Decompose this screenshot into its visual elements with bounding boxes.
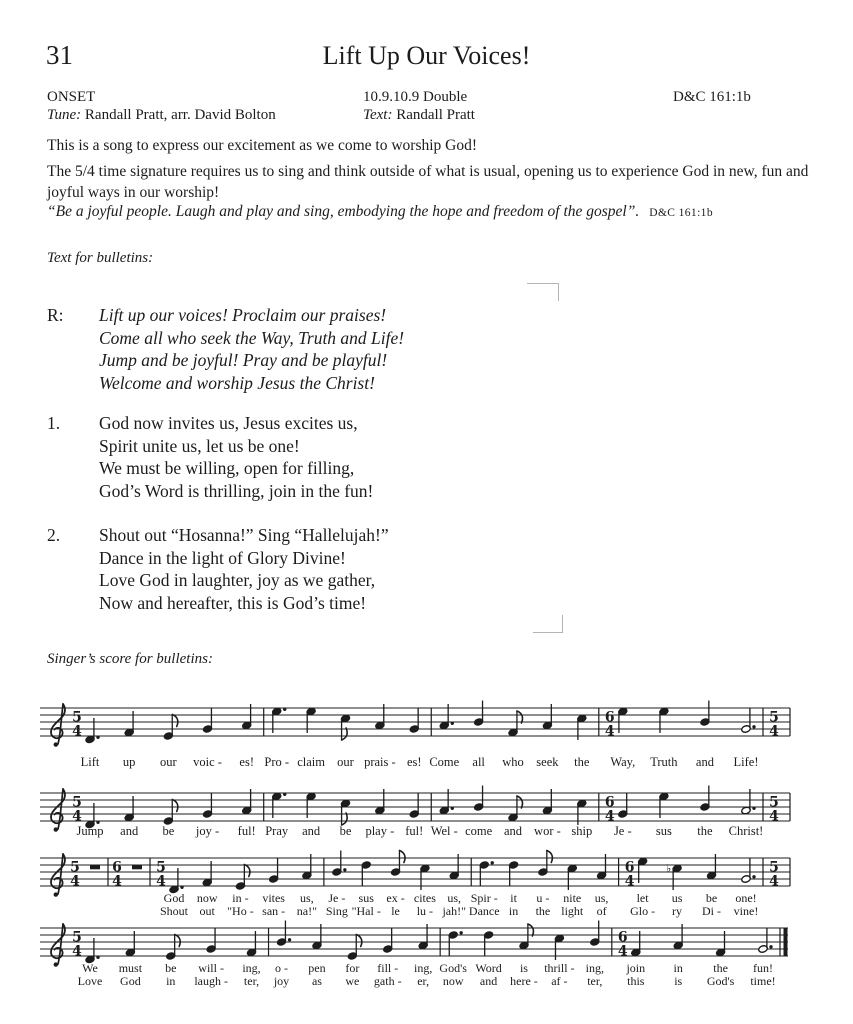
lyric-syllable: now <box>442 974 464 988</box>
lyric-syllable: Sing <box>325 904 348 918</box>
meta-row-2 <box>0 107 853 125</box>
svg-text:♭: ♭ <box>666 862 672 875</box>
lyric-syllable: be <box>339 824 352 838</box>
verse-line: God’s Word is thrilling, join in the fun! <box>99 480 374 501</box>
score-label: Singer’s score for bulletins: <box>47 651 213 667</box>
lyric-syllable: play - <box>365 824 395 838</box>
collection-name: ONSET <box>47 89 96 105</box>
lyric-syllable: ry <box>672 904 683 918</box>
tune-value: Randall Pratt, arr. David Bolton <box>84 107 276 123</box>
meta-row-1 <box>0 89 853 107</box>
lyric-syllable: and <box>503 824 523 838</box>
lyric-syllable: na!" <box>296 904 317 918</box>
verse-line: Shout out “Hosanna!” Sing “Hallelujah!” <box>99 525 389 545</box>
svg-text:6: 6 <box>604 709 615 726</box>
lyric-syllable: ful! <box>237 824 256 838</box>
lyric-syllable: in <box>673 961 683 975</box>
text-frame-corner-mark-bottom <box>533 615 563 633</box>
lyric-syllable: now <box>196 891 218 905</box>
lyric-syllable: join <box>626 961 646 975</box>
description-paragraph-2: The 5/4 time signature requires us to sing and think outside of what is usual, opening us to experience God in new, fun and joyful ways in our worship! <box>47 163 809 201</box>
lyric-syllable: es! <box>406 755 422 769</box>
quote-citation: D&C 161:1b <box>649 207 713 219</box>
lyric-syllable: here - <box>510 974 538 988</box>
lyric-syllable: Glo - <box>630 904 656 918</box>
lyric-syllable: will - <box>198 961 224 975</box>
verse-1-lines <box>99 412 373 502</box>
lyric-syllable: o - <box>275 961 289 975</box>
lyric-syllable: God <box>163 891 185 905</box>
refrain-lines <box>99 304 404 394</box>
tune-label: Tune: <box>47 107 82 123</box>
lyric-syllable: ter, <box>243 974 260 988</box>
lyric-syllable: is <box>674 974 683 988</box>
treble-clef-icon <box>51 854 65 897</box>
treble-clef-icon <box>51 924 65 967</box>
lyric-syllable: God's <box>706 974 735 988</box>
refrain-block <box>47 304 404 394</box>
lyric-syllable: we <box>345 974 360 988</box>
verse-1-label: 1. <box>47 413 61 433</box>
lyric-syllable: out <box>199 904 215 918</box>
lyric-syllable: Come <box>429 755 460 769</box>
svg-text:6: 6 <box>617 929 628 946</box>
lyric-syllable: and <box>479 974 498 988</box>
lyric-syllable: le <box>391 904 400 918</box>
lyric-syllable: our <box>337 755 354 769</box>
svg-text:5: 5 <box>156 859 166 876</box>
lyric-syllable: "Hal - <box>351 904 381 918</box>
lyric-syllable: Way, <box>610 755 636 769</box>
lyric-syllable: us <box>671 891 683 905</box>
lyric-syllable: Shout <box>159 904 189 918</box>
lyric-syllable: san - <box>262 904 286 918</box>
lyric-syllable: joy <box>273 974 290 988</box>
lyric-syllable: be <box>705 891 718 905</box>
lyric-syllable: ing, <box>585 961 604 975</box>
lyric-syllable: thrill - <box>544 961 575 975</box>
lyric-syllable: Lift <box>80 755 100 769</box>
svg-text:4: 4 <box>624 873 635 890</box>
svg-text:4: 4 <box>617 943 628 960</box>
lyric-syllable: lu - <box>416 904 434 918</box>
lyric-syllable: time! <box>750 974 776 988</box>
lyric-syllable: is <box>519 961 528 975</box>
lyric-syllable: us, <box>594 891 609 905</box>
svg-text:4: 4 <box>72 723 82 740</box>
lyric-syllable: us, <box>447 891 462 905</box>
verse-2-label: 2. <box>47 525 61 545</box>
lyric-syllable: as <box>311 974 322 988</box>
description-paragraph-1: This is a song to express our excitement as we come to worship God! <box>47 137 478 154</box>
treble-clef-icon <box>51 789 65 832</box>
svg-text:5: 5 <box>72 709 82 726</box>
svg-text:5: 5 <box>72 794 82 811</box>
lyric-syllable: ful! <box>405 824 424 838</box>
lyric-syllable: ship <box>571 824 593 838</box>
verse-line: Love God in laughter, joy as we gather, <box>99 570 376 590</box>
verse-line: We must be willing, open for filling, <box>99 458 355 478</box>
lyric-syllable: Word <box>475 961 502 975</box>
refrain-label: R: <box>47 305 64 325</box>
lyric-syllable: our <box>160 755 177 769</box>
svg-text:6: 6 <box>112 859 122 876</box>
quote-text: “Be a joyful people. Laugh and play and sing, embodying the hope and freedom of the gospel”. <box>47 203 640 220</box>
lyric-syllable: cites <box>413 891 436 905</box>
lyric-syllable: in <box>166 974 176 988</box>
refrain-line: Jump and be joyful! Pray and be playful! <box>99 350 388 370</box>
lyric-syllable: one! <box>735 891 757 905</box>
svg-text:5: 5 <box>769 709 779 726</box>
lyric-syllable: the <box>535 904 551 918</box>
lyric-syllable: and <box>120 824 139 838</box>
svg-text:4: 4 <box>604 723 615 740</box>
lyric-syllable: u - <box>536 891 550 905</box>
lyric-syllable: Spir - <box>470 891 498 905</box>
lyric-syllable: light <box>561 904 584 918</box>
lyric-syllable: Pray <box>265 824 289 838</box>
verse-line: Now and hereafter, this is God’s time! <box>99 592 367 613</box>
lyric-syllable: voic - <box>193 755 222 769</box>
lyric-syllable: Dance <box>468 904 500 918</box>
lyric-syllable: Di - <box>702 904 722 918</box>
svg-text:4: 4 <box>70 873 80 890</box>
refrain-line: Come all who seek the Way, Truth and Life! <box>99 327 405 348</box>
lyric-syllable: sus <box>358 891 374 905</box>
svg-text:4: 4 <box>112 873 122 890</box>
lyric-syllable: of <box>596 904 607 918</box>
lyric-syllable: er, <box>417 974 430 988</box>
bulletins-text-label: Text for bulletins: <box>47 250 154 266</box>
lyric-syllable: the <box>574 755 590 769</box>
lyric-syllable: af - <box>551 974 568 988</box>
lyric-syllable: Jump <box>76 824 104 838</box>
lyric-syllable: it <box>510 891 517 905</box>
lyric-syllable: pen <box>308 961 326 975</box>
svg-text:4: 4 <box>604 808 615 825</box>
scripture-quote <box>47 203 827 221</box>
lyric-syllable: and <box>695 755 714 769</box>
lyric-syllable: jah!" <box>442 904 467 918</box>
lyric-syllable: Je - <box>613 824 632 838</box>
lyric-syllable: who <box>502 755 524 769</box>
hymn-number: 31 <box>46 40 73 70</box>
lyric-syllable: this <box>627 974 645 988</box>
svg-text:5: 5 <box>769 794 779 811</box>
lyric-syllable: God's <box>439 961 467 975</box>
lyric-syllable: wor - <box>534 824 561 838</box>
lyric-syllable: fun! <box>753 961 773 975</box>
lyric-syllable: in <box>508 904 519 918</box>
lyric-syllable: ing, <box>242 961 261 975</box>
lyric-syllable: the <box>697 824 713 838</box>
verse-line: Dance in the light of Glory Divine! <box>99 547 346 568</box>
lyric-syllable: "Ho - <box>227 904 254 918</box>
lyric-syllable: joy - <box>195 824 220 838</box>
lyric-syllable: vine! <box>733 904 759 918</box>
verse-line: Spirit unite us, let us be one! <box>99 435 300 456</box>
lyric-syllable: for <box>345 961 360 975</box>
lyric-syllable: be <box>165 961 177 975</box>
lyric-syllable: Love <box>77 974 103 988</box>
lyric-syllable: up <box>122 755 136 769</box>
lyric-syllable: seek <box>536 755 559 769</box>
music-system-4 <box>30 918 830 1010</box>
refrain-line: Welcome and worship Jesus the Christ! <box>99 372 375 393</box>
verse-line: God now invites us, Jesus excites us, <box>99 413 358 433</box>
text-frame-corner-mark-top <box>527 283 559 301</box>
lyric-syllable: ter, <box>587 974 603 988</box>
tune-credit <box>47 107 276 124</box>
text-value: Randall Pratt <box>396 107 475 123</box>
lyric-syllable: and <box>302 824 321 838</box>
svg-text:6: 6 <box>624 859 635 876</box>
meter: 10.9.10.9 Double <box>363 89 468 105</box>
lyric-syllable: fill - <box>377 961 399 975</box>
svg-text:4: 4 <box>72 808 82 825</box>
lyric-syllable: be <box>162 824 175 838</box>
lyric-syllable: ex - <box>386 891 405 905</box>
lyric-syllable: the <box>713 961 728 975</box>
svg-text:5: 5 <box>70 859 80 876</box>
svg-text:4: 4 <box>769 723 779 740</box>
svg-text:4: 4 <box>769 873 779 890</box>
scripture-reference: D&C 161:1b <box>673 89 751 105</box>
lyric-syllable: nite <box>563 891 582 905</box>
svg-text:4: 4 <box>72 943 82 960</box>
verse-1-block <box>47 412 373 502</box>
svg-text:4: 4 <box>769 808 779 825</box>
lyric-syllable: es! <box>239 755 254 769</box>
lyric-syllable: Pro - <box>264 755 290 769</box>
svg-text:4: 4 <box>156 873 166 890</box>
lyric-syllable: us, <box>300 891 314 905</box>
lyric-syllable: ing, <box>413 961 433 975</box>
lyric-syllable: God <box>120 974 141 988</box>
verse-2-lines <box>99 524 389 614</box>
lyric-syllable: We <box>82 961 98 975</box>
lyric-syllable: in - <box>232 891 249 905</box>
refrain-line: Lift up our voices! Proclaim our praises! <box>99 305 387 325</box>
verse-2-block <box>47 524 389 614</box>
lyric-syllable: Christ! <box>728 824 764 838</box>
svg-text:5: 5 <box>769 859 779 876</box>
lyric-syllable: laugh - <box>194 974 228 988</box>
treble-clef-icon <box>51 704 65 747</box>
lyric-syllable: Truth <box>650 755 678 769</box>
lyric-syllable: must <box>118 961 143 975</box>
hymn-title: Lift Up Our Voices! <box>322 41 531 70</box>
lyric-syllable: sus <box>655 824 672 838</box>
text-label: Text: <box>363 107 393 123</box>
lyric-syllable: come <box>465 824 493 838</box>
lyric-syllable: claim <box>297 755 325 769</box>
lyric-syllable: vites <box>262 891 285 905</box>
lyric-syllable: Life! <box>733 755 759 769</box>
lyric-syllable: gath - <box>373 974 402 988</box>
lyric-syllable: prais - <box>364 755 396 769</box>
music-system-1 <box>30 698 830 790</box>
svg-text:5: 5 <box>72 929 82 946</box>
lyric-syllable: Je - <box>328 891 346 905</box>
lyric-syllable: Wel - <box>430 824 458 838</box>
lyric-syllable: all <box>472 755 485 769</box>
text-credit <box>363 107 475 124</box>
lyric-syllable: let <box>636 891 649 905</box>
svg-text:6: 6 <box>604 794 615 811</box>
